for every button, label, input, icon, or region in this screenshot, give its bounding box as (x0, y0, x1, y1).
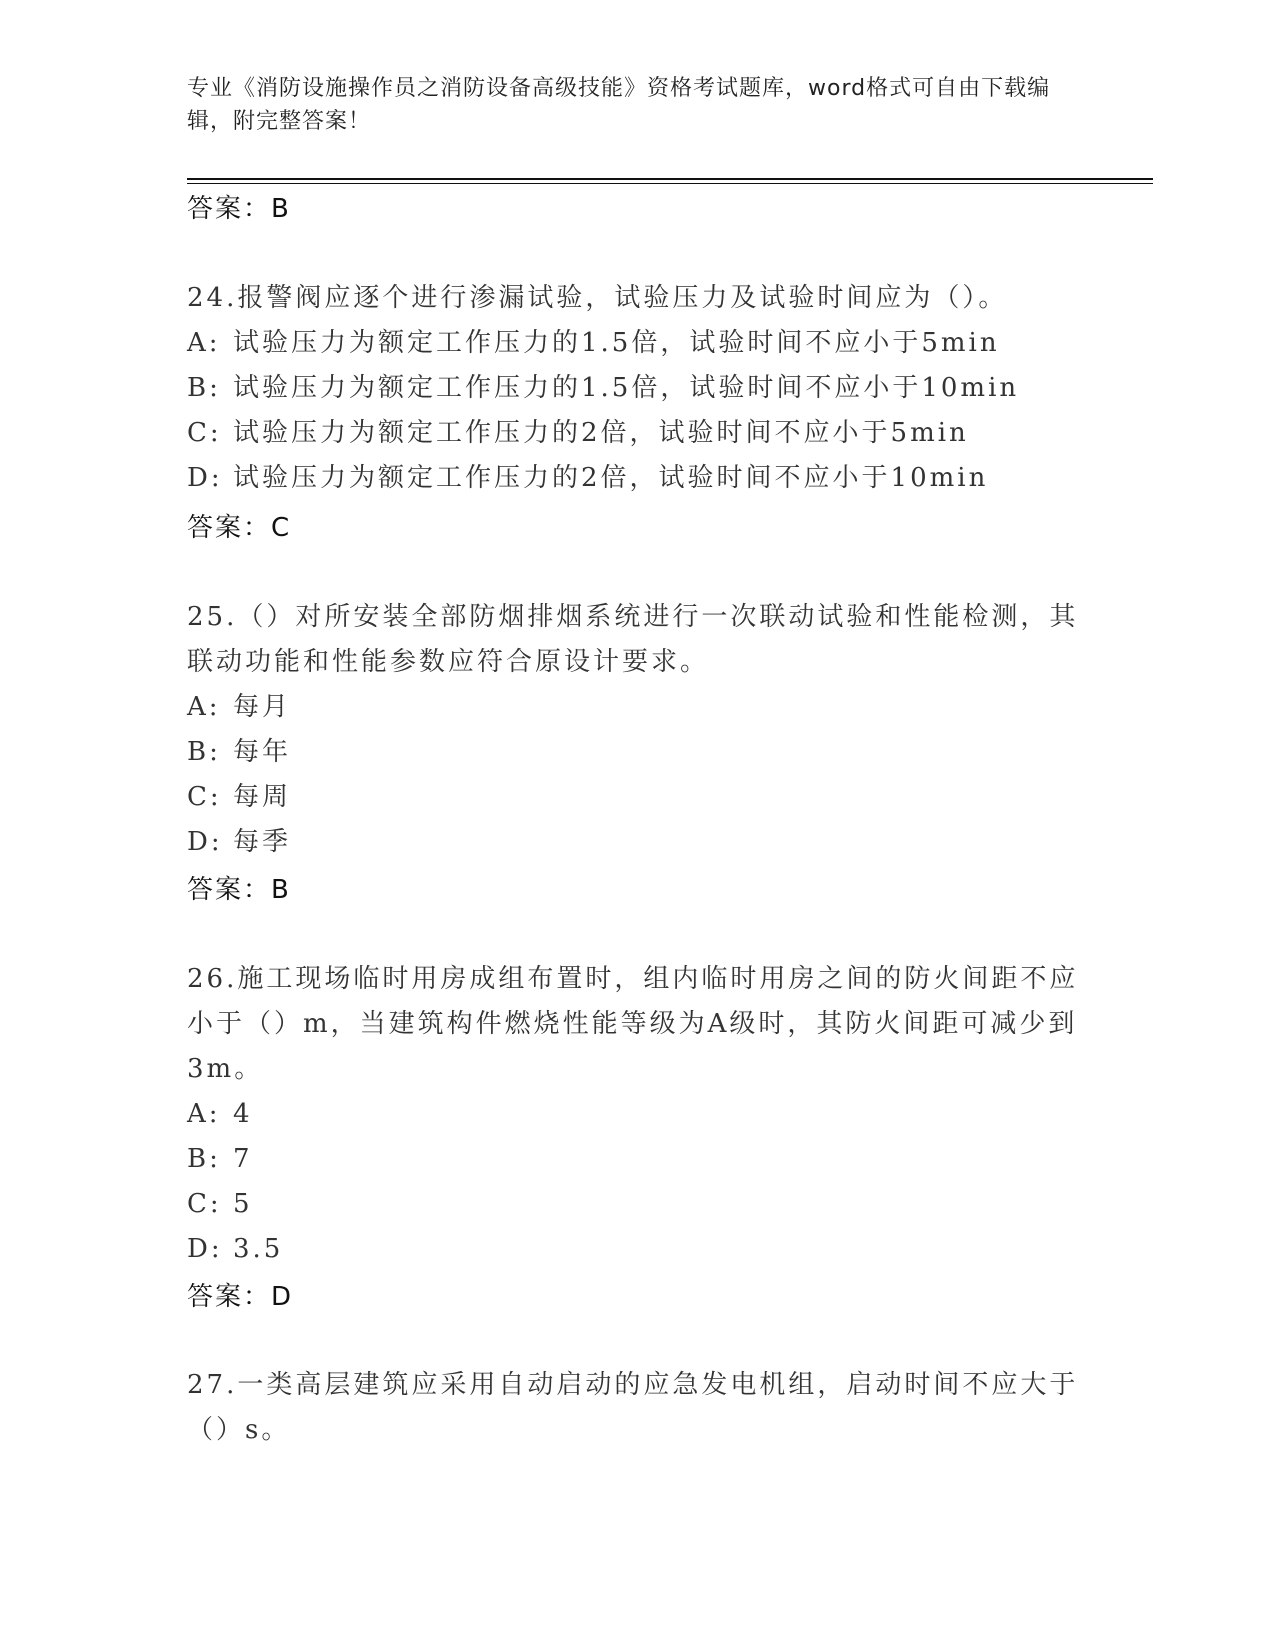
question-24 (187, 276, 1087, 501)
header-rule-thin (187, 183, 1153, 184)
answer-line: 答案：B (187, 875, 291, 905)
option-label: B: (187, 737, 221, 767)
option-d (187, 456, 1087, 501)
option-text: 试验压力为额定工作压力的1.5倍，试验时间不应小于10min (233, 373, 1020, 403)
option-text: 每年 (233, 737, 292, 767)
option-text: 每月 (233, 692, 292, 722)
question-27 (187, 1363, 1087, 1453)
option-d (187, 1227, 1087, 1272)
option-label: A: (187, 328, 221, 358)
option-c (187, 411, 1087, 456)
option-text: 试验压力为额定工作压力的2倍，试验时间不应小于10min (233, 463, 989, 493)
answer-line: 答案：D (187, 1282, 294, 1312)
option-label: D: (187, 1234, 223, 1264)
option-c (187, 1182, 1087, 1227)
option-text: 每周 (233, 782, 292, 812)
question-26 (187, 957, 1087, 1272)
answer-line: 答案：B (187, 194, 291, 224)
option-a (187, 1092, 1087, 1137)
option-a (187, 321, 1087, 366)
option-b (187, 1137, 1087, 1182)
option-text: 5 (233, 1189, 253, 1219)
option-b (187, 366, 1087, 411)
option-label: D: (187, 827, 223, 857)
option-label: A: (187, 1099, 221, 1129)
question-stem: 25.（）对所安装全部防烟排烟系统进行一次联动试验和性能检测，其联动功能和性能参数应符合原设计要求。 (187, 602, 1079, 677)
option-a (187, 685, 1087, 730)
option-label: C: (187, 1189, 222, 1219)
option-label: B: (187, 1144, 221, 1174)
option-c (187, 775, 1087, 820)
option-text: 试验压力为额定工作压力的2倍，试验时间不应小于5min (233, 418, 969, 448)
option-label: C: (187, 418, 222, 448)
answer-line: 答案：C (187, 513, 292, 543)
option-b (187, 730, 1087, 775)
header-rule (187, 178, 1153, 180)
question-stem: 27.一类高层建筑应采用自动启动的应急发电机组，启动时间不应大于（）s。 (187, 1370, 1079, 1445)
option-label: B: (187, 373, 221, 403)
option-label: C: (187, 782, 222, 812)
question-25 (187, 595, 1087, 865)
question-stem: 24.报警阀应逐个进行渗漏试验，试验压力及试验时间应为（）。 (187, 283, 1008, 313)
option-text: 3.5 (233, 1234, 284, 1264)
option-text: 试验压力为额定工作压力的1.5倍，试验时间不应小于5min (233, 328, 1000, 358)
option-text: 7 (233, 1144, 253, 1174)
option-label: A: (187, 692, 221, 722)
question-stem: 26.施工现场临时用房成组布置时，组内临时用房之间的防火间距不应小于（）m，当建筑构件燃烧性能等级为A级时，其防火间距可减少到3m。 (187, 964, 1079, 1084)
option-d (187, 820, 1087, 865)
option-text: 每季 (233, 827, 292, 857)
document-header: 专业《消防设施操作员之消防设备高级技能》资格考试题库，word格式可自由下载编辑，附完整答案！ (187, 76, 1051, 134)
option-label: D: (187, 463, 223, 493)
option-text: 4 (233, 1099, 253, 1129)
